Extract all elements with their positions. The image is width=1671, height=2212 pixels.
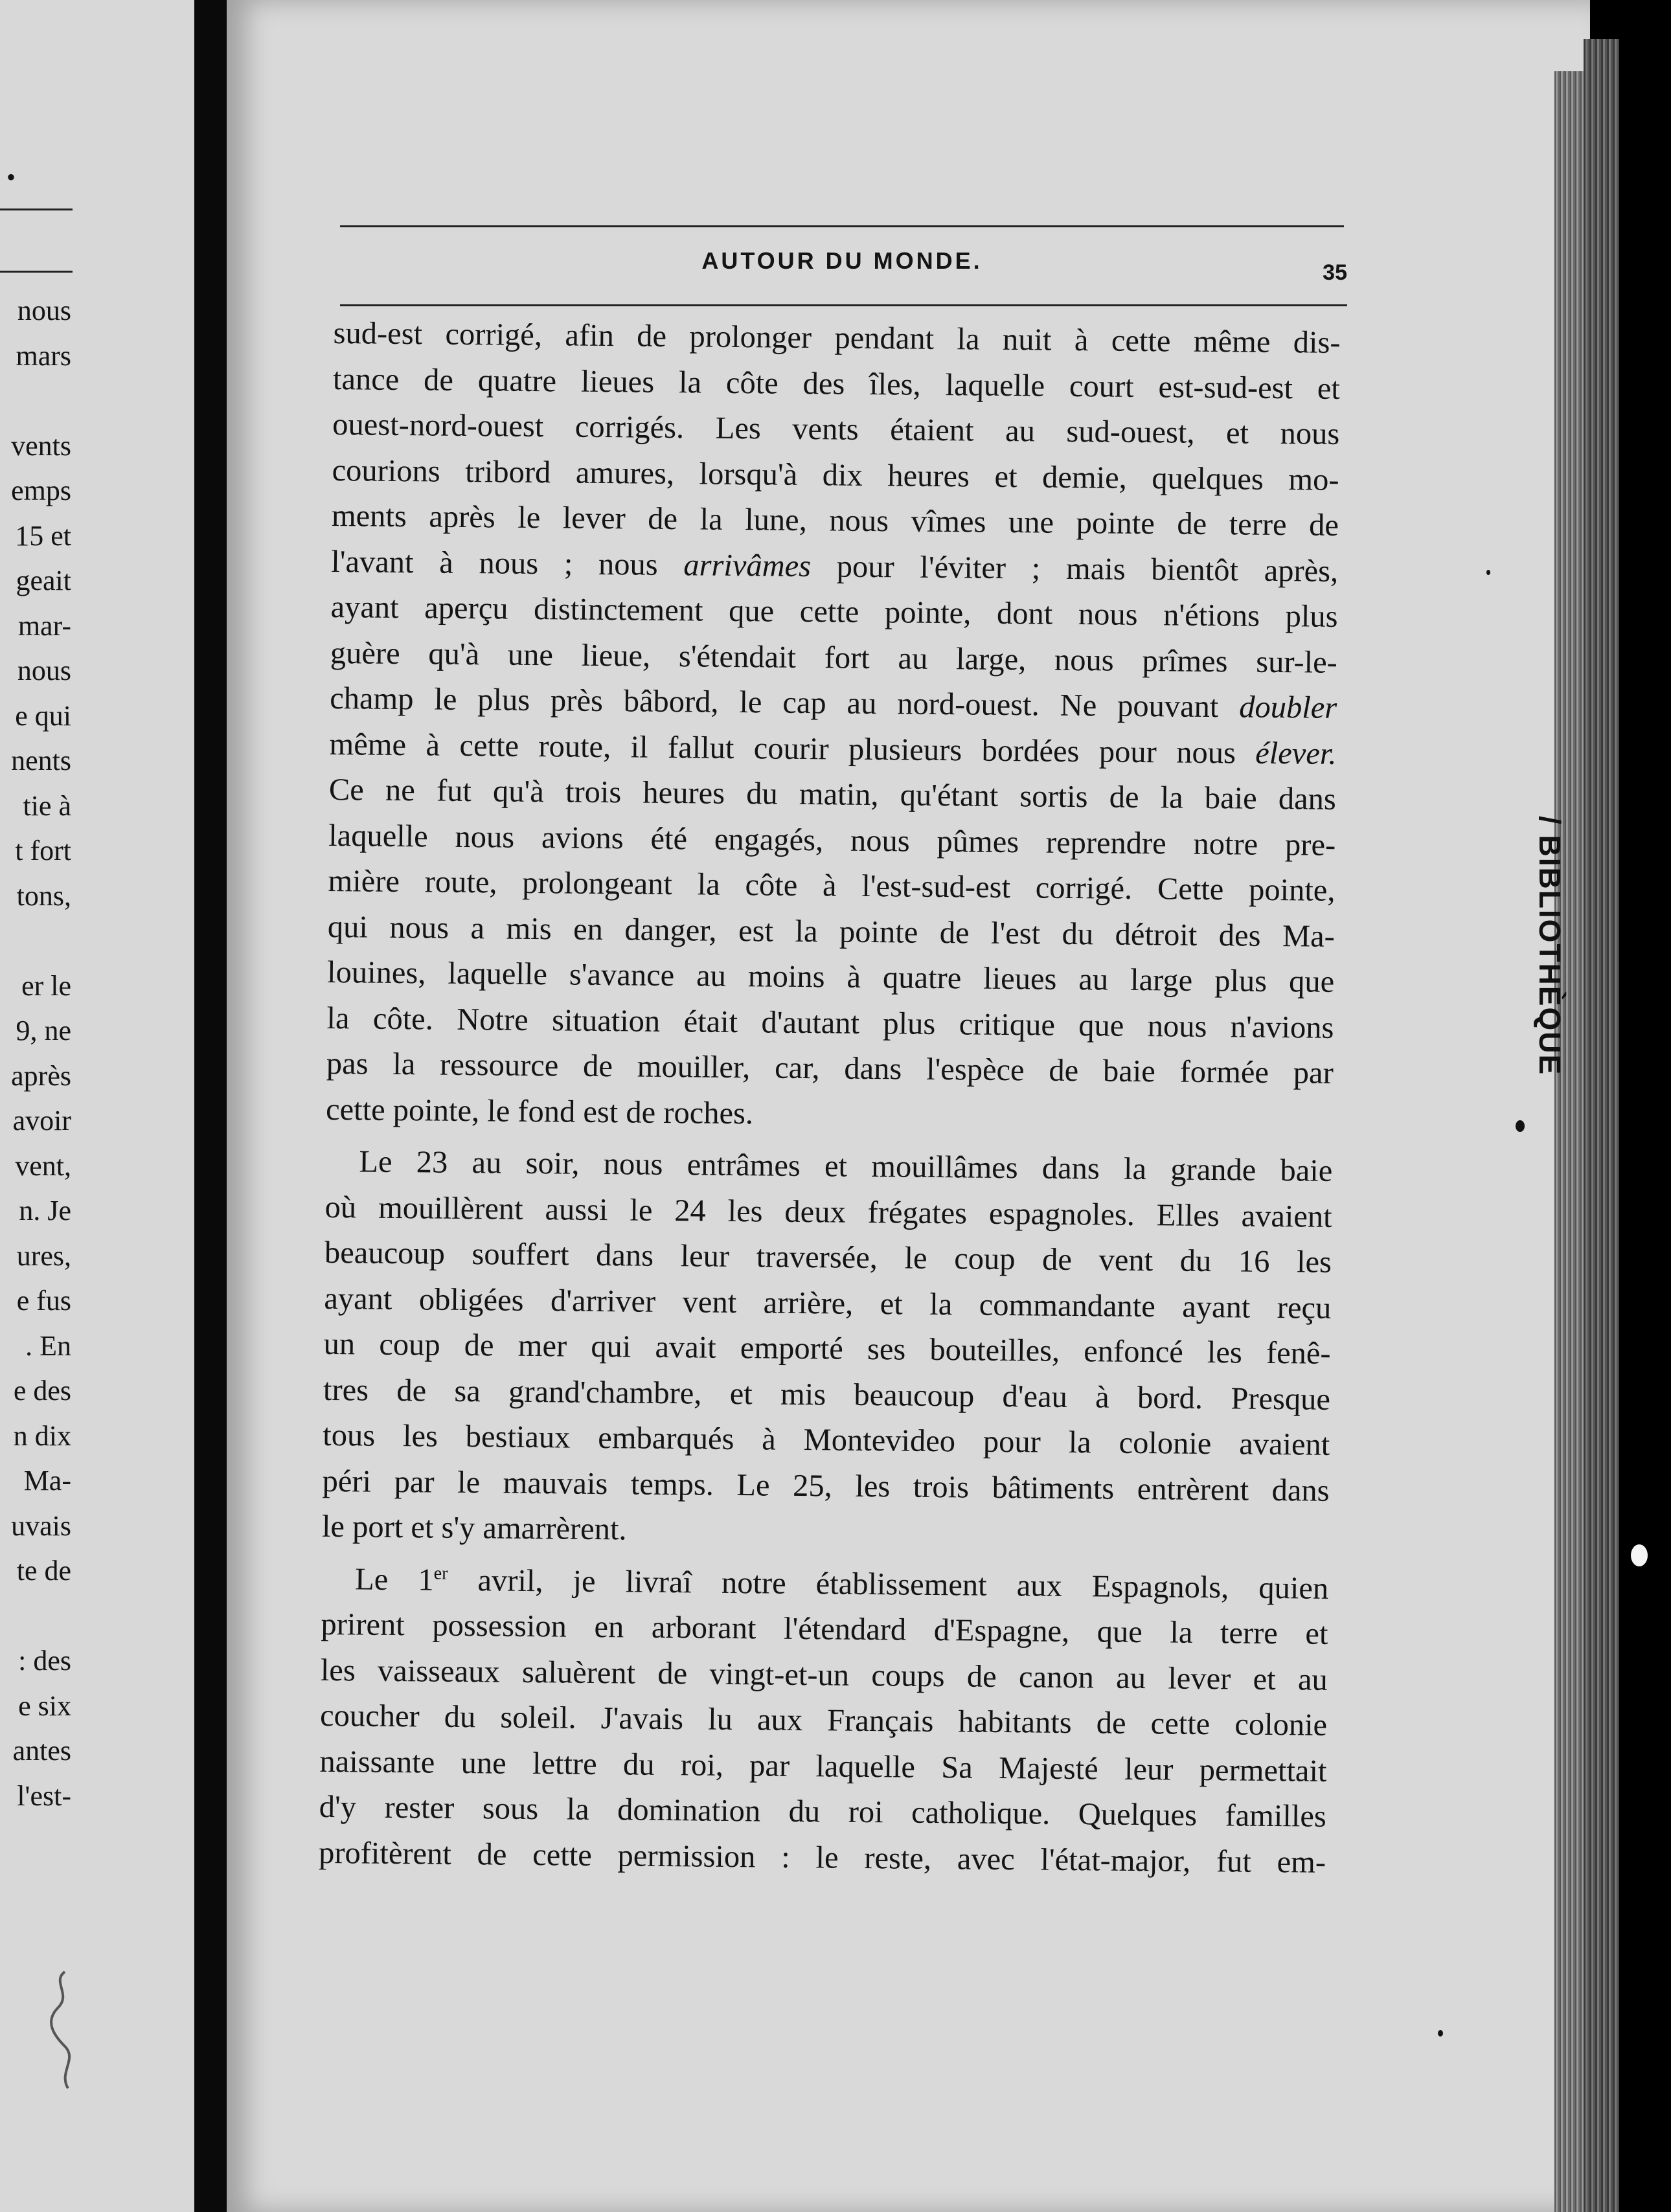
left-page-line: n dix (13, 1419, 71, 1452)
text-line: ments après le lever de la lune, nous vîmes une pointe de terre de (331, 498, 1339, 543)
scan-speck-white (1631, 1544, 1648, 1566)
text-segment: l'avant à nous ; nous (331, 544, 684, 582)
facing-page-left (0, 0, 196, 2212)
left-page-line: nents (11, 745, 71, 776)
text-line: le port et s'y amarrèrent. (321, 1509, 627, 1547)
left-page-line: nous (17, 655, 71, 686)
text-line: coucher du soleil. J'avais lu aux Français habitants de cette colonie (319, 1698, 1328, 1743)
left-page-rule-bottom (0, 271, 73, 273)
text-line: laquelle nous avions été engagés, nous pûmes reprendre notre pre- (328, 818, 1336, 863)
text-line: prirent possession en arborant l'étendard d'Espagne, que la terre et (321, 1607, 1328, 1651)
left-page-line: t fort (15, 835, 71, 866)
text-line: ouest-nord-ouest corrigés. Les vents étaient au sud-ouest, et nous (332, 407, 1340, 451)
text-line: louines, laquelle s'avance au moins à quatre lieues au large plus que (326, 954, 1335, 999)
left-page-line: e six (18, 1689, 71, 1722)
header-rule-bottom (340, 304, 1347, 306)
left-page-line: e des (13, 1375, 71, 1406)
left-page-line: er le (21, 969, 71, 1002)
page-block-edge (1584, 39, 1619, 2212)
text-line: pas la ressource de mouiller, car, dans l'espèce de baie formée par (326, 1046, 1334, 1090)
page-body-text (319, 311, 1341, 1886)
left-page-line: : des (18, 1645, 71, 1676)
running-title: AUTOUR DU MONDE. (701, 247, 983, 274)
scan-background-right (1619, 0, 1671, 2212)
text-segment: même à cette route, il fallut courir plusieurs bordées pour nous (329, 727, 1256, 771)
left-page-text (0, 288, 194, 1818)
text-line: courions tribord amures, lorsqu'à dix heures et demie, quelques mo- (332, 453, 1339, 497)
header-rule-top (340, 225, 1344, 227)
left-page-line: mar- (17, 609, 71, 642)
text-line: sud-est corrigé, afin de prolonger pendant la nuit à cette même dis- (333, 315, 1341, 360)
left-page-line: après (11, 1059, 71, 1092)
text-segment: champ le plus près bâbord, le cap au nord-ouest. Ne pouvant (330, 681, 1240, 725)
book-gutter (194, 0, 227, 2212)
left-page-line: geait (16, 565, 71, 596)
left-page-line (0, 918, 194, 964)
text-segment: avril, je livraî notre établissement aux Espagnols, quien (448, 1563, 1329, 1606)
text-line: tres de sa grand'chambre, et mis beaucoup d'eau à bord. Presque (323, 1372, 1331, 1417)
library-stamp: / BIBLIOTHÈQUE (1533, 816, 1567, 1076)
left-page-line: uvais (11, 1509, 71, 1542)
text-line: les vaisseaux saluèrent de vingt-et-un coups de canon au lever et au (320, 1653, 1328, 1697)
superscript: er (433, 1563, 448, 1584)
text-line: péri par le mauvais temps. Le 25, les trois bâtiments entrèrent dans (322, 1463, 1330, 1508)
italic-term: doubler (1239, 690, 1337, 725)
text-segment: Le 1 (354, 1561, 434, 1597)
left-page-line: l'est- (17, 1779, 71, 1812)
left-page-line: ures, (16, 1239, 71, 1272)
left-page-line: antes (12, 1735, 71, 1766)
left-page-line: Ma- (23, 1465, 71, 1496)
text-line: mière route, prolongeant la côte à l'est-sud-est corrigé. Cette pointe, (328, 863, 1336, 908)
text-line: beaucoup souffert dans leur traversée, le coup de vent du 16 les (324, 1235, 1332, 1280)
left-page-line: te de (16, 1555, 71, 1586)
text-line: où mouillèrent aussi le 24 les deux frégates espagnoles. Elles avaient (324, 1190, 1332, 1234)
text-line: naissante une lettre du roi, par laquelle Sa Majesté leur permettait (319, 1744, 1327, 1789)
left-page-line: avoir (12, 1105, 71, 1136)
left-page-line: tie à (23, 789, 71, 822)
text-line: qui nous a mis en danger, est la pointe de l'est du détroit des Ma- (327, 909, 1336, 954)
left-page-line: 15 et (15, 519, 71, 552)
left-page-line: vents (11, 429, 71, 462)
text-line: la côte. Notre situation était d'autant plus critique que nous n'avions (326, 1000, 1334, 1045)
scan-speck (1486, 570, 1490, 575)
italic-term: arrivâmes (683, 547, 812, 583)
text-line: Ce ne fut qu'à trois heures du matin, qu'étant sortis de la baie dans (328, 772, 1337, 817)
text-line: Le 23 au soir, nous entrâmes et mouillâmes dans la grande baie (359, 1144, 1333, 1188)
text-segment: pour l'éviter ; mais bientôt après, (810, 548, 1339, 589)
left-page-line: e qui (15, 699, 71, 732)
left-page-line: 9, ne (16, 1015, 71, 1046)
left-page-ink-squiggle (39, 1969, 78, 2092)
italic-term: élever. (1255, 736, 1337, 771)
text-line: un coup de mer qui avait emporté ses bouteilles, enfoncé les fenê- (323, 1326, 1331, 1371)
text-line: d'y rester sous la domination du roi catholique. Quelques familles (319, 1789, 1327, 1834)
left-page-line (0, 378, 194, 423)
page-number: 35 (1323, 260, 1347, 285)
left-page-line: vent, (15, 1149, 71, 1182)
left-page-line: n. Je (19, 1195, 71, 1226)
scan-speck (1516, 1120, 1525, 1132)
text-line: ayant aperçu distinctement que cette pointe, dont nous n'étions plus (330, 589, 1338, 634)
text-line: profitèrent de cette permission : le reste, avec l'état-major, fut em- (318, 1835, 1326, 1880)
text-line: guère qu'à une lieue, s'étendait fort au large, nous prîmes sur-le- (330, 635, 1338, 680)
left-page-mark: • (6, 163, 16, 192)
left-page-line (0, 1594, 194, 1639)
left-page-line: nous (17, 295, 71, 326)
left-page-line: mars (16, 339, 71, 372)
left-page-line: tons, (16, 879, 71, 912)
text-line: cette pointe, le fond est de roches. (325, 1092, 754, 1131)
text-line: ayant obligées d'arriver vent arrière, et la commandante ayant reçu (324, 1281, 1332, 1326)
text-line: tance de quatre lieues la côte des îles, laquelle court est-sud-est et (332, 361, 1341, 406)
page-block-edge-inner (1554, 71, 1584, 2212)
left-page-line: . En (25, 1329, 71, 1362)
left-page-line: emps (11, 475, 71, 506)
left-page-line: e fus (16, 1285, 71, 1316)
left-page-rule-top (0, 209, 73, 210)
text-line: tous les bestiaux embarqués à Montevideo pour la colonie avaient (323, 1417, 1330, 1462)
scan-speck (1438, 2030, 1443, 2037)
